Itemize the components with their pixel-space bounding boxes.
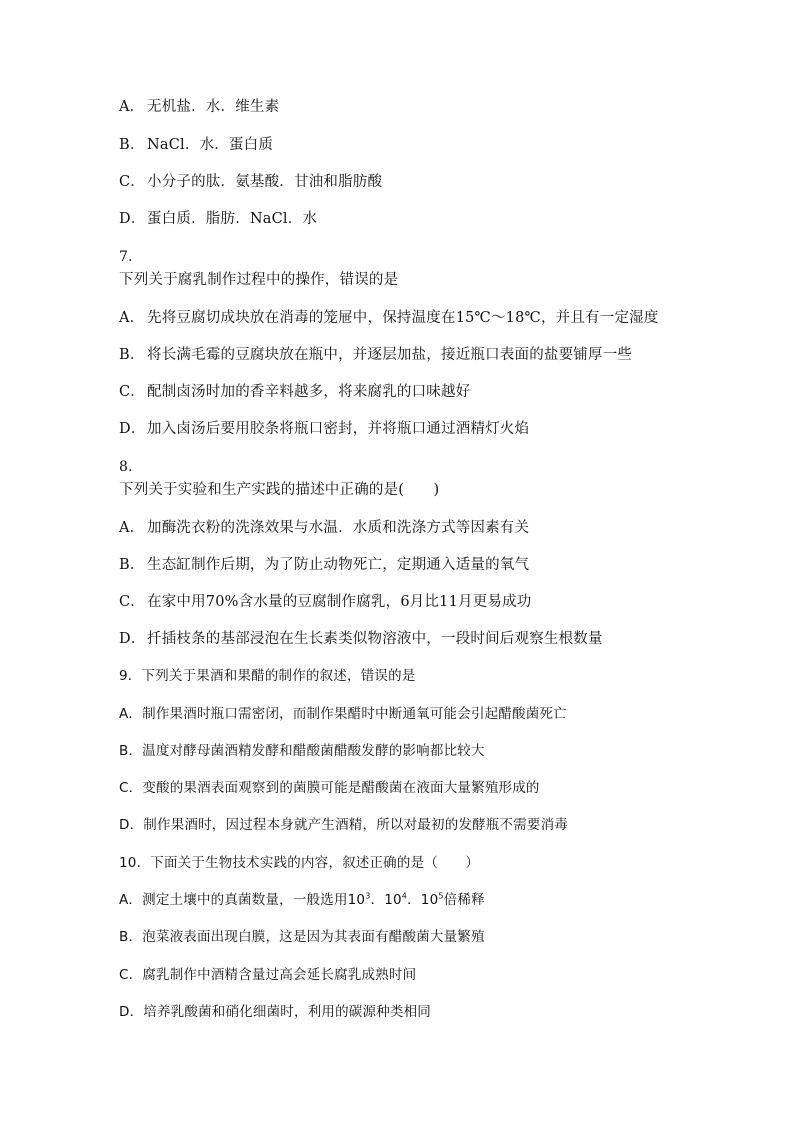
- option-text: 腐乳制作中酒精含量过高会延长腐乳成熟时间: [142, 967, 417, 983]
- q10-option-a: [119, 890, 485, 910]
- option-letter: D．: [119, 631, 146, 647]
- option-letter: C．: [119, 174, 145, 190]
- q8-number: 8．: [119, 459, 143, 475]
- q8-option-a: [119, 518, 529, 538]
- q8-option-b: [119, 555, 529, 575]
- q7-option-b: [119, 345, 632, 365]
- option-text: 蛋白质．脂肪．NaCl．水: [147, 211, 318, 227]
- option-text: 泡菜液表面出现白膜，这是因为其表面有醋酸菌大量繁殖: [142, 929, 485, 945]
- option-text: 配制卤汤时加的香辛料越多，将来腐乳的口味越好: [147, 384, 471, 400]
- option-text: 温度对酵母菌酒精发酵和醋酸菌醋酸发酵的影响都比较大: [142, 743, 485, 759]
- q10-option-d: [119, 1002, 431, 1022]
- option-letter: D．: [119, 211, 146, 227]
- option-letter: B．: [119, 743, 143, 759]
- q7-stem: 下列关于腐乳制作过程中的操作，错误的是: [119, 272, 399, 288]
- q7-number: 7．: [119, 249, 143, 265]
- option-text: 制作果酒时瓶口需密闭，而制作果醋时中断通氧可能会引起醋酸菌死亡: [142, 706, 567, 722]
- option-text: NaCl．水．蛋白质: [147, 137, 274, 153]
- q10-stem: 10．下面关于生物技术实践的内容，叙述正确的是（ ）: [119, 855, 480, 871]
- option-letter: C．: [119, 384, 145, 400]
- option-letter: B．: [119, 929, 143, 945]
- exponent: 4: [401, 891, 408, 901]
- q8-option-d: [119, 629, 603, 649]
- q10-option-c: [119, 965, 416, 985]
- option-text: 无机盐．水．维生素: [147, 99, 280, 115]
- option-letter: C．: [119, 780, 143, 796]
- q6-option-a: [119, 97, 279, 117]
- q9-option-b: [119, 741, 485, 761]
- option-text: 加入卤汤后要用胶条将瓶口密封，并将瓶口通过酒精灯火焰: [147, 421, 530, 437]
- option-text: 在家中用70%含水量的豆腐制作腐乳，6月比11月更易成功: [147, 594, 532, 610]
- q8-option-c: [119, 592, 532, 612]
- option-text: 培养乳酸菌和硝化细菌时，利用的碳源种类相同: [143, 1004, 431, 1020]
- exponent: 5: [438, 891, 444, 901]
- option-letter: B．: [119, 347, 145, 363]
- option-letter: A．: [119, 310, 145, 326]
- option-text: 制作果酒时，因过程本身就产生酒精，所以对最初的发酵瓶不需要消毒: [143, 817, 568, 833]
- q9-stem: 9．下列关于果酒和果醋的制作的叙述，错误的是: [119, 668, 416, 684]
- q6-option-d: [119, 209, 317, 229]
- option-letter: B．: [119, 557, 145, 573]
- q6-option-b: [119, 135, 273, 155]
- option-text: 先将豆腐切成块放在消毒的笼屉中，保持温度在15℃～18℃，并且有一定湿度: [147, 310, 659, 326]
- option-letter: C．: [119, 594, 145, 610]
- q7-option-d: [119, 419, 529, 439]
- option-letter: D．: [119, 421, 146, 437]
- exponent: 3: [365, 891, 371, 901]
- q9-option-d: [119, 815, 568, 835]
- q8-stem: 下列关于实验和生产实践的描述中正确的是( ): [119, 482, 440, 498]
- option-text: 生态缸制作后期，为了防止动物死亡，定期通入适量的氧气: [147, 557, 530, 573]
- option-letter: A．: [119, 706, 143, 722]
- option-letter: B．: [119, 137, 145, 153]
- option-letter: D．: [119, 1004, 144, 1020]
- q6-option-c: [119, 172, 382, 192]
- option-text-mid: ．10: [370, 892, 402, 908]
- option-text-before: 测定土壤中的真菌数量，一般选用10: [142, 892, 366, 908]
- option-text: 变酸的果酒表面观察到的菌膜可能是醋酸菌在液面大量繁殖形成的: [142, 780, 540, 796]
- option-text: 将长满毛霉的豆腐块放在瓶中，并逐层加盐，接近瓶口表面的盐要铺厚一些: [147, 347, 633, 363]
- q9-option-c: [119, 778, 540, 798]
- option-text-mid: ．10: [407, 892, 439, 908]
- option-letter: A．: [119, 520, 145, 536]
- q7-option-a: [119, 308, 659, 328]
- option-text: 加酶洗衣粉的洗涤效果与水温．水质和洗涤方式等因素有关: [147, 520, 530, 536]
- option-letter: D．: [119, 817, 144, 833]
- option-text: 扦插枝条的基部浸泡在生长素类似物溶液中，一段时间后观察生根数量: [147, 631, 603, 647]
- q9-option-a: [119, 704, 567, 724]
- q7-option-c: [119, 382, 470, 402]
- option-text: 小分子的肽．氨基酸．甘油和脂肪酸: [147, 174, 383, 190]
- option-letter: A．: [119, 892, 143, 908]
- q10-option-b: [119, 927, 485, 947]
- option-text-after: 倍稀释: [443, 892, 485, 908]
- option-letter: C．: [119, 967, 143, 983]
- option-letter: A．: [119, 99, 145, 115]
